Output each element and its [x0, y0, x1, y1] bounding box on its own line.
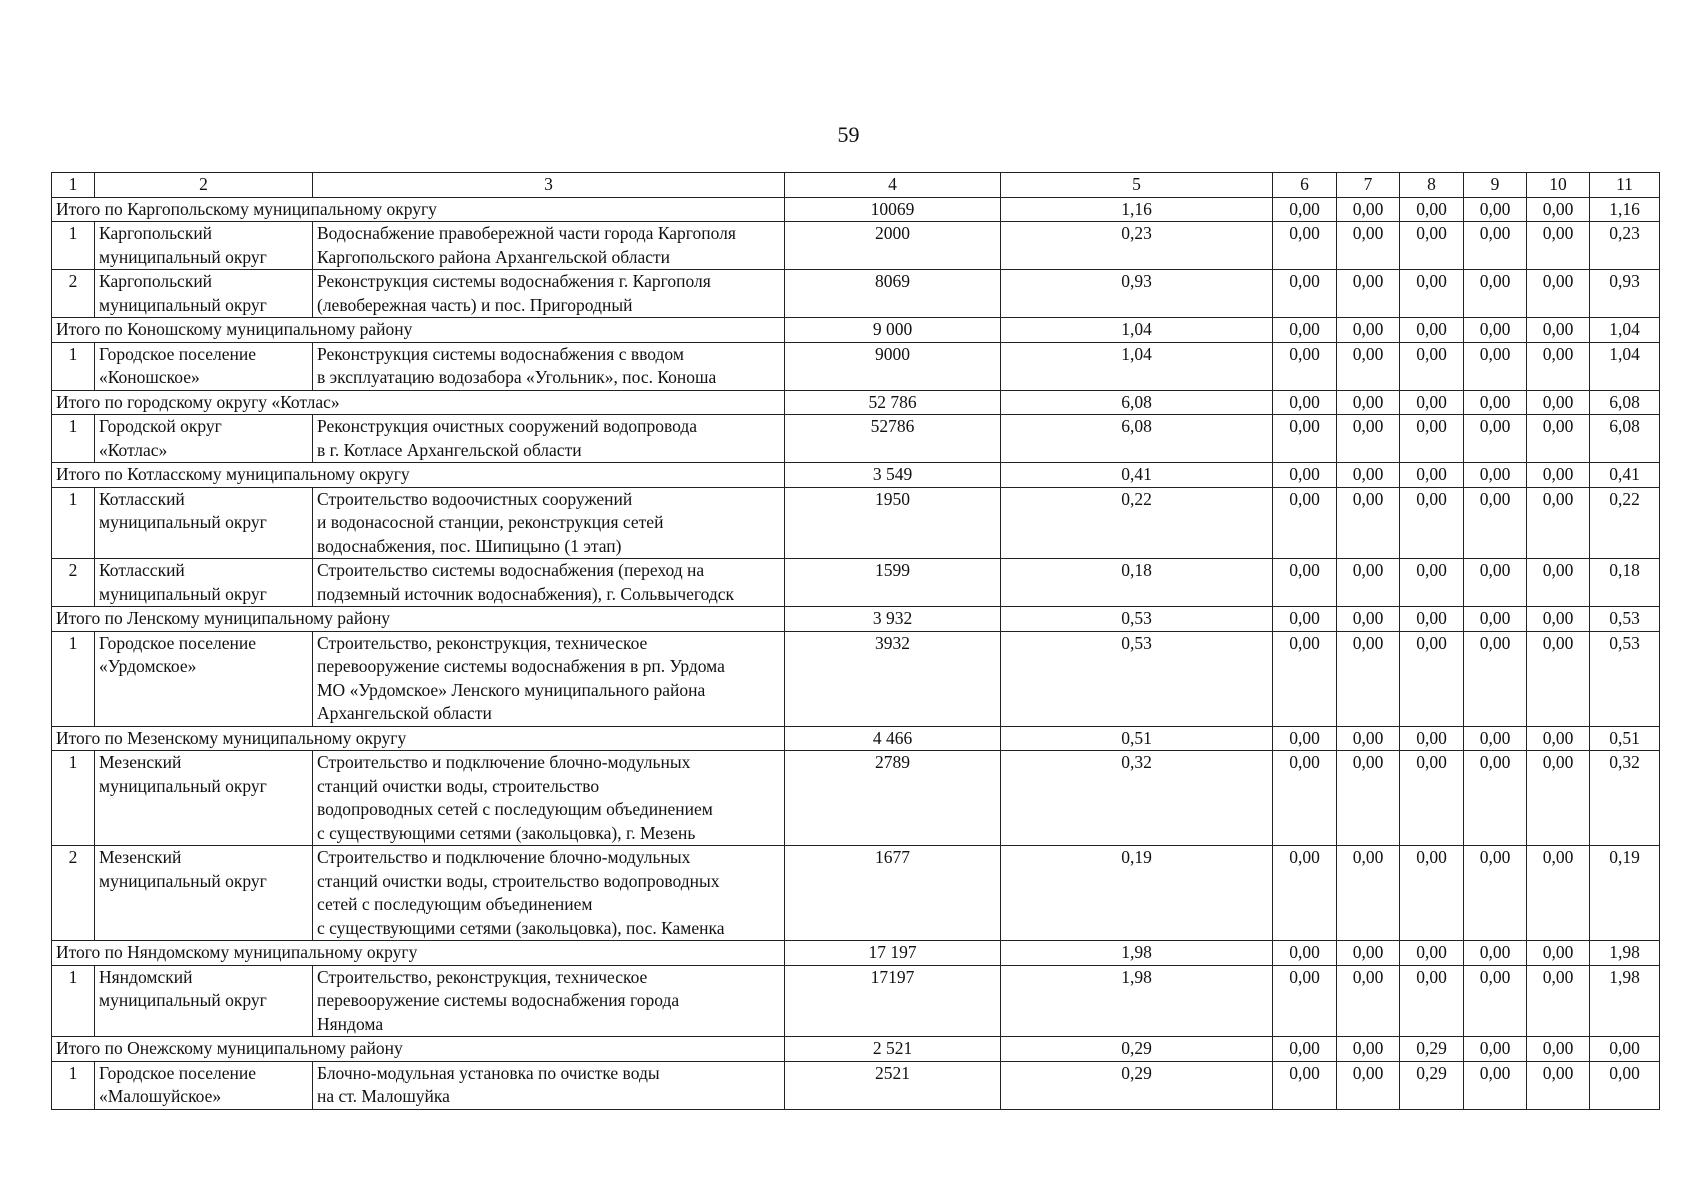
project-description-line: Строительство водоочистных сооружений [317, 488, 633, 509]
municipality-line: Каргопольский [99, 223, 213, 243]
volume-cell: 52 786 [785, 390, 1001, 415]
municipality-cell [95, 270, 313, 318]
value-cell: 0,00 [1273, 846, 1337, 941]
project-description-line: МО «Урдомское» Ленского муниципального района [317, 679, 706, 700]
volume-cell: 10069 [785, 197, 1001, 222]
project-description-line: Реконструкция системы водоснабжения с вводом [317, 343, 684, 364]
item-row [52, 965, 1660, 1037]
value-cell: 0,00 [1273, 390, 1337, 415]
share-cell: 6,08 [1001, 415, 1273, 463]
volume-cell: 4 466 [785, 726, 1001, 751]
municipality-cell [95, 631, 313, 726]
item-number: 2 [52, 270, 95, 318]
value-cell: 0,53 [1590, 607, 1660, 632]
value-cell: 0,00 [1527, 222, 1590, 270]
total-label: Итого по Ленскому муниципальному району [52, 607, 785, 632]
total-row [52, 607, 1660, 632]
project-description-line: Каргопольского района Архангельской области [317, 246, 671, 267]
project-description-line: с существующими сетями (закольцовка), пос. Каменка [317, 917, 725, 938]
item-row [52, 222, 1660, 270]
value-cell: 0,00 [1273, 318, 1337, 343]
total-label: Итого по Котласскому муниципальному округу [52, 463, 785, 488]
value-cell: 0,00 [1273, 270, 1337, 318]
municipality-line: Мезенский [99, 752, 182, 772]
share-cell: 0,19 [1001, 846, 1273, 941]
volume-cell: 3932 [785, 631, 1001, 726]
project-description-cell [313, 846, 785, 941]
value-cell: 0,23 [1590, 222, 1660, 270]
total-label: Итого по Онежскому муниципальному району [52, 1037, 785, 1062]
volume-cell: 2000 [785, 222, 1001, 270]
project-description-line: сетей с последующим объединением [317, 894, 593, 914]
volume-cell: 9000 [785, 342, 1001, 390]
value-cell: 0,00 [1273, 342, 1337, 390]
total-label: Итого по Няндомскому муниципальному округу [52, 941, 785, 966]
volume-cell: 1599 [785, 559, 1001, 607]
total-label: Итого по Коношскому муниципальному району [52, 318, 785, 343]
municipality-line: Няндомский [99, 966, 193, 987]
project-description-line: (левобережная часть) и пос. Пригородный [317, 294, 633, 315]
project-description-line: Архангельской области [317, 703, 492, 723]
value-cell: 0,00 [1400, 751, 1464, 846]
value-cell: 0,00 [1527, 463, 1590, 488]
value-cell: 0,00 [1273, 415, 1337, 463]
volume-cell: 52786 [785, 415, 1001, 463]
project-description-line: на ст. Малошуйка [317, 1086, 450, 1106]
value-cell: 0,00 [1337, 607, 1400, 632]
value-cell: 0,00 [1400, 607, 1464, 632]
project-description-line: перевооружение системы водоснабжения города [317, 990, 680, 1010]
value-cell: 0,00 [1464, 965, 1527, 1037]
project-description-line: станций очистки воды, строительство водопроводных [317, 870, 720, 891]
volume-cell: 2 521 [785, 1037, 1001, 1062]
project-description-line: перевооружение системы водоснабжения в рп. Урдома [317, 656, 725, 676]
item-number: 1 [52, 631, 95, 726]
item-row [52, 342, 1660, 390]
value-cell: 0,00 [1527, 390, 1590, 415]
value-cell: 6,08 [1590, 390, 1660, 415]
project-description-line: Строительство и подключение блочно-модульных [317, 752, 691, 772]
municipality-line: «Урдомское» [99, 656, 197, 676]
value-cell: 0,00 [1273, 726, 1337, 751]
value-cell: 0,00 [1527, 965, 1590, 1037]
item-row [52, 559, 1660, 607]
value-cell: 0,00 [1337, 751, 1400, 846]
project-description-line: Строительство системы водоснабжения (переход на [317, 560, 705, 580]
municipality-line: Мезенский [99, 847, 182, 867]
value-cell: 0,00 [1400, 846, 1464, 941]
project-description-cell [313, 1061, 785, 1109]
project-description-cell [313, 751, 785, 846]
municipality-line: Котласский [99, 560, 185, 580]
header-cell: 1 [52, 173, 95, 198]
project-description-line: Строительство, реконструкция, техническое [317, 632, 648, 653]
value-cell: 0,00 [1527, 487, 1590, 559]
project-description-line: Реконструкция системы водоснабжения г. Каргополя [317, 271, 711, 291]
project-description-line: станций очистки воды, строительство [317, 775, 600, 796]
value-cell: 0,19 [1590, 846, 1660, 941]
municipality-line: «Коношское» [99, 367, 200, 387]
project-description-line: подземный источник водоснабжения), г. Сольвычегодск [317, 583, 735, 604]
project-description-line: водопроводных сетей с последующим объединением [317, 799, 713, 819]
municipality-line: Каргопольский [99, 271, 213, 291]
project-description-cell [313, 222, 785, 270]
total-row [52, 941, 1660, 966]
header-cell: 10 [1527, 173, 1590, 198]
volume-cell: 1677 [785, 846, 1001, 941]
value-cell: 0,00 [1337, 846, 1400, 941]
value-cell: 0,00 [1464, 487, 1527, 559]
value-cell: 0,00 [1273, 197, 1337, 222]
value-cell: 0,00 [1400, 270, 1464, 318]
value-cell: 0,00 [1464, 415, 1527, 463]
volume-cell: 17 197 [785, 941, 1001, 966]
municipality-line: муниципальный округ [99, 583, 267, 604]
volume-cell: 2521 [785, 1061, 1001, 1109]
municipality-line: муниципальный округ [99, 246, 267, 267]
value-cell: 0,32 [1590, 751, 1660, 846]
project-description-line: Няндома [317, 1013, 384, 1034]
item-row [52, 1061, 1660, 1109]
share-cell: 1,04 [1001, 342, 1273, 390]
header-row [52, 173, 1660, 198]
value-cell: 0,00 [1464, 631, 1527, 726]
value-cell: 0,00 [1400, 965, 1464, 1037]
municipality-line: Городское поселение [99, 1062, 257, 1083]
value-cell: 1,04 [1590, 318, 1660, 343]
value-cell: 0,00 [1464, 318, 1527, 343]
header-cell: 11 [1590, 173, 1660, 198]
header-cell: 6 [1273, 173, 1337, 198]
total-row [52, 197, 1660, 222]
value-cell: 0,00 [1273, 222, 1337, 270]
value-cell: 0,00 [1527, 342, 1590, 390]
value-cell: 0,00 [1337, 342, 1400, 390]
project-description-line: Реконструкция очистных сооружений водопровода [317, 416, 698, 436]
value-cell: 0,93 [1590, 270, 1660, 318]
municipality-line: муниципальный округ [99, 512, 267, 532]
value-cell: 0,00 [1527, 1061, 1590, 1109]
value-cell: 0,00 [1464, 726, 1527, 751]
value-cell: 0,00 [1337, 631, 1400, 726]
value-cell: 1,98 [1590, 941, 1660, 966]
share-cell: 0,29 [1001, 1061, 1273, 1109]
municipality-cell [95, 846, 313, 941]
share-cell: 0,41 [1001, 463, 1273, 488]
share-cell: 0,18 [1001, 559, 1273, 607]
share-cell: 0,22 [1001, 487, 1273, 559]
value-cell: 0,00 [1527, 318, 1590, 343]
value-cell: 0,00 [1337, 941, 1400, 966]
value-cell: 0,18 [1590, 559, 1660, 607]
value-cell: 0,00 [1273, 631, 1337, 726]
project-description-cell [313, 487, 785, 559]
page-number: 59 [837, 122, 860, 147]
table-body [52, 173, 1660, 1110]
value-cell: 0,00 [1273, 559, 1337, 607]
value-cell: 0,00 [1464, 1037, 1527, 1062]
share-cell: 0,51 [1001, 726, 1273, 751]
value-cell: 0,00 [1273, 941, 1337, 966]
item-row [52, 487, 1660, 559]
value-cell: 0,00 [1273, 965, 1337, 1037]
value-cell: 0,00 [1527, 751, 1590, 846]
municipality-cell [95, 222, 313, 270]
value-cell: 0,00 [1273, 1061, 1337, 1109]
value-cell: 0,51 [1590, 726, 1660, 751]
value-cell: 0,00 [1273, 1037, 1337, 1062]
value-cell: 0,00 [1400, 726, 1464, 751]
value-cell: 0,00 [1527, 197, 1590, 222]
value-cell: 1,98 [1590, 965, 1660, 1037]
value-cell: 0,00 [1527, 1037, 1590, 1062]
project-description-line: в г. Котласе Архангельской области [317, 439, 582, 460]
item-number: 1 [52, 751, 95, 846]
header-cell: 9 [1464, 173, 1527, 198]
municipality-cell [95, 965, 313, 1037]
share-cell: 0,53 [1001, 607, 1273, 632]
value-cell: 0,00 [1337, 222, 1400, 270]
volume-cell: 1950 [785, 487, 1001, 559]
value-cell: 0,00 [1337, 559, 1400, 607]
value-cell: 0,00 [1337, 1061, 1400, 1109]
total-row [52, 726, 1660, 751]
value-cell: 0,00 [1464, 751, 1527, 846]
item-number: 1 [52, 415, 95, 463]
data-table [51, 172, 1660, 1110]
value-cell: 0,00 [1400, 197, 1464, 222]
value-cell: 0,00 [1464, 270, 1527, 318]
value-cell: 0,00 [1464, 390, 1527, 415]
municipality-cell [95, 751, 313, 846]
value-cell: 0,00 [1464, 463, 1527, 488]
share-cell: 1,98 [1001, 965, 1273, 1037]
value-cell: 0,00 [1464, 222, 1527, 270]
value-cell: 0,00 [1400, 559, 1464, 607]
value-cell: 0,53 [1590, 631, 1660, 726]
value-cell: 0,00 [1527, 415, 1590, 463]
share-cell: 1,16 [1001, 197, 1273, 222]
value-cell: 0,00 [1400, 631, 1464, 726]
header-cell: 7 [1337, 173, 1400, 198]
project-description-cell [313, 559, 785, 607]
value-cell: 0,00 [1400, 342, 1464, 390]
value-cell: 0,00 [1464, 342, 1527, 390]
value-cell: 0,00 [1337, 965, 1400, 1037]
value-cell: 0,00 [1400, 415, 1464, 463]
volume-cell: 3 549 [785, 463, 1001, 488]
project-description-cell [313, 415, 785, 463]
project-description-line: Строительство, реконструкция, техническое [317, 966, 648, 987]
volume-cell: 17197 [785, 965, 1001, 1037]
item-row [52, 270, 1660, 318]
municipality-cell [95, 559, 313, 607]
value-cell: 0,00 [1400, 390, 1464, 415]
share-cell: 0,32 [1001, 751, 1273, 846]
share-cell: 1,98 [1001, 941, 1273, 966]
value-cell: 0,29 [1400, 1037, 1464, 1062]
municipality-cell [95, 342, 313, 390]
value-cell: 0,00 [1527, 631, 1590, 726]
total-label: Итого по Мезенскому муниципальному округу [52, 726, 785, 751]
share-cell: 0,53 [1001, 631, 1273, 726]
value-cell: 0,00 [1464, 846, 1527, 941]
item-number: 2 [52, 559, 95, 607]
total-label: Итого по Каргопольскому муниципальному округу [52, 197, 785, 222]
project-description-cell [313, 965, 785, 1037]
municipality-line: Городской округ [99, 416, 222, 436]
header-cell: 8 [1400, 173, 1464, 198]
share-cell: 6,08 [1001, 390, 1273, 415]
volume-cell: 2789 [785, 751, 1001, 846]
item-row [52, 751, 1660, 846]
item-number: 1 [52, 965, 95, 1037]
total-row [52, 390, 1660, 415]
header-cell: 3 [313, 173, 785, 198]
total-label: Итого по городскому округу «Котлас» [52, 390, 785, 415]
value-cell: 0,00 [1400, 941, 1464, 966]
municipality-line: «Котлас» [99, 439, 168, 460]
volume-cell: 8069 [785, 270, 1001, 318]
value-cell: 0,00 [1273, 487, 1337, 559]
municipality-line: Городское поселение [99, 632, 257, 653]
header-cell: 5 [1001, 173, 1273, 198]
value-cell: 0,29 [1400, 1061, 1464, 1109]
value-cell: 0,00 [1337, 415, 1400, 463]
value-cell: 1,04 [1590, 342, 1660, 390]
header-cell: 4 [785, 173, 1001, 198]
value-cell: 0,00 [1273, 463, 1337, 488]
value-cell: 0,00 [1400, 222, 1464, 270]
item-number: 1 [52, 222, 95, 270]
item-row [52, 631, 1660, 726]
value-cell: 0,41 [1590, 463, 1660, 488]
municipality-line: «Малошуйское» [99, 1086, 222, 1106]
value-cell: 0,00 [1273, 607, 1337, 632]
total-row [52, 463, 1660, 488]
total-row [52, 318, 1660, 343]
value-cell: 0,00 [1273, 751, 1337, 846]
project-description-cell [313, 631, 785, 726]
municipality-cell [95, 487, 313, 559]
value-cell: 1,16 [1590, 197, 1660, 222]
value-cell: 0,00 [1464, 941, 1527, 966]
value-cell: 0,00 [1590, 1037, 1660, 1062]
value-cell: 0,00 [1527, 941, 1590, 966]
value-cell: 0,00 [1337, 1037, 1400, 1062]
total-row [52, 1037, 1660, 1062]
municipality-line: Городское поселение [99, 343, 257, 364]
value-cell: 0,00 [1527, 846, 1590, 941]
municipality-line: муниципальный округ [99, 990, 267, 1010]
value-cell: 0,00 [1337, 197, 1400, 222]
volume-cell: 9 000 [785, 318, 1001, 343]
value-cell: 0,00 [1337, 463, 1400, 488]
municipality-line: муниципальный округ [99, 775, 267, 796]
share-cell: 0,29 [1001, 1037, 1273, 1062]
project-description-line: с существующими сетями (закольцовка), г. Мезень [317, 822, 696, 843]
item-row [52, 415, 1660, 463]
value-cell: 0,00 [1527, 270, 1590, 318]
value-cell: 0,00 [1590, 1061, 1660, 1109]
value-cell: 6,08 [1590, 415, 1660, 463]
project-description-line: в эксплуатацию водозабора «Угольник», пос. Коноша [317, 367, 717, 387]
value-cell: 0,00 [1527, 607, 1590, 632]
value-cell: 0,00 [1337, 270, 1400, 318]
value-cell: 0,00 [1464, 197, 1527, 222]
volume-cell: 3 932 [785, 607, 1001, 632]
value-cell: 0,00 [1400, 463, 1464, 488]
value-cell: 0,00 [1527, 726, 1590, 751]
item-row [52, 846, 1660, 941]
project-description-line: водоснабжения, пос. Шипицыно (1 этап) [317, 535, 622, 556]
project-description-cell [313, 342, 785, 390]
value-cell: 0,00 [1337, 390, 1400, 415]
project-description-line: и водонасосной станции, реконструкция сетей [317, 512, 664, 532]
item-number: 1 [52, 342, 95, 390]
project-description-line: Водоснабжение правобережной части города Каргополя [317, 223, 736, 243]
item-number: 2 [52, 846, 95, 941]
value-cell: 0,00 [1400, 487, 1464, 559]
value-cell: 0,00 [1527, 559, 1590, 607]
project-description-line: Строительство и подключение блочно-модульных [317, 847, 691, 867]
project-description-cell [313, 270, 785, 318]
value-cell: 0,00 [1464, 559, 1527, 607]
share-cell: 1,04 [1001, 318, 1273, 343]
value-cell: 0,00 [1464, 607, 1527, 632]
municipality-line: Котласский [99, 488, 185, 509]
project-description-line: Блочно-модульная установка по очистке воды [317, 1062, 660, 1083]
share-cell: 0,93 [1001, 270, 1273, 318]
header-cell: 2 [95, 173, 313, 198]
value-cell: 0,00 [1337, 318, 1400, 343]
item-number: 1 [52, 487, 95, 559]
value-cell: 0,22 [1590, 487, 1660, 559]
share-cell: 0,23 [1001, 222, 1273, 270]
value-cell: 0,00 [1337, 487, 1400, 559]
value-cell: 0,00 [1400, 318, 1464, 343]
municipality-cell [95, 415, 313, 463]
municipality-line: муниципальный округ [99, 294, 267, 315]
value-cell: 0,00 [1464, 1061, 1527, 1109]
value-cell: 0,00 [1337, 726, 1400, 751]
item-number: 1 [52, 1061, 95, 1109]
municipality-cell [95, 1061, 313, 1109]
municipality-line: муниципальный округ [99, 870, 267, 891]
